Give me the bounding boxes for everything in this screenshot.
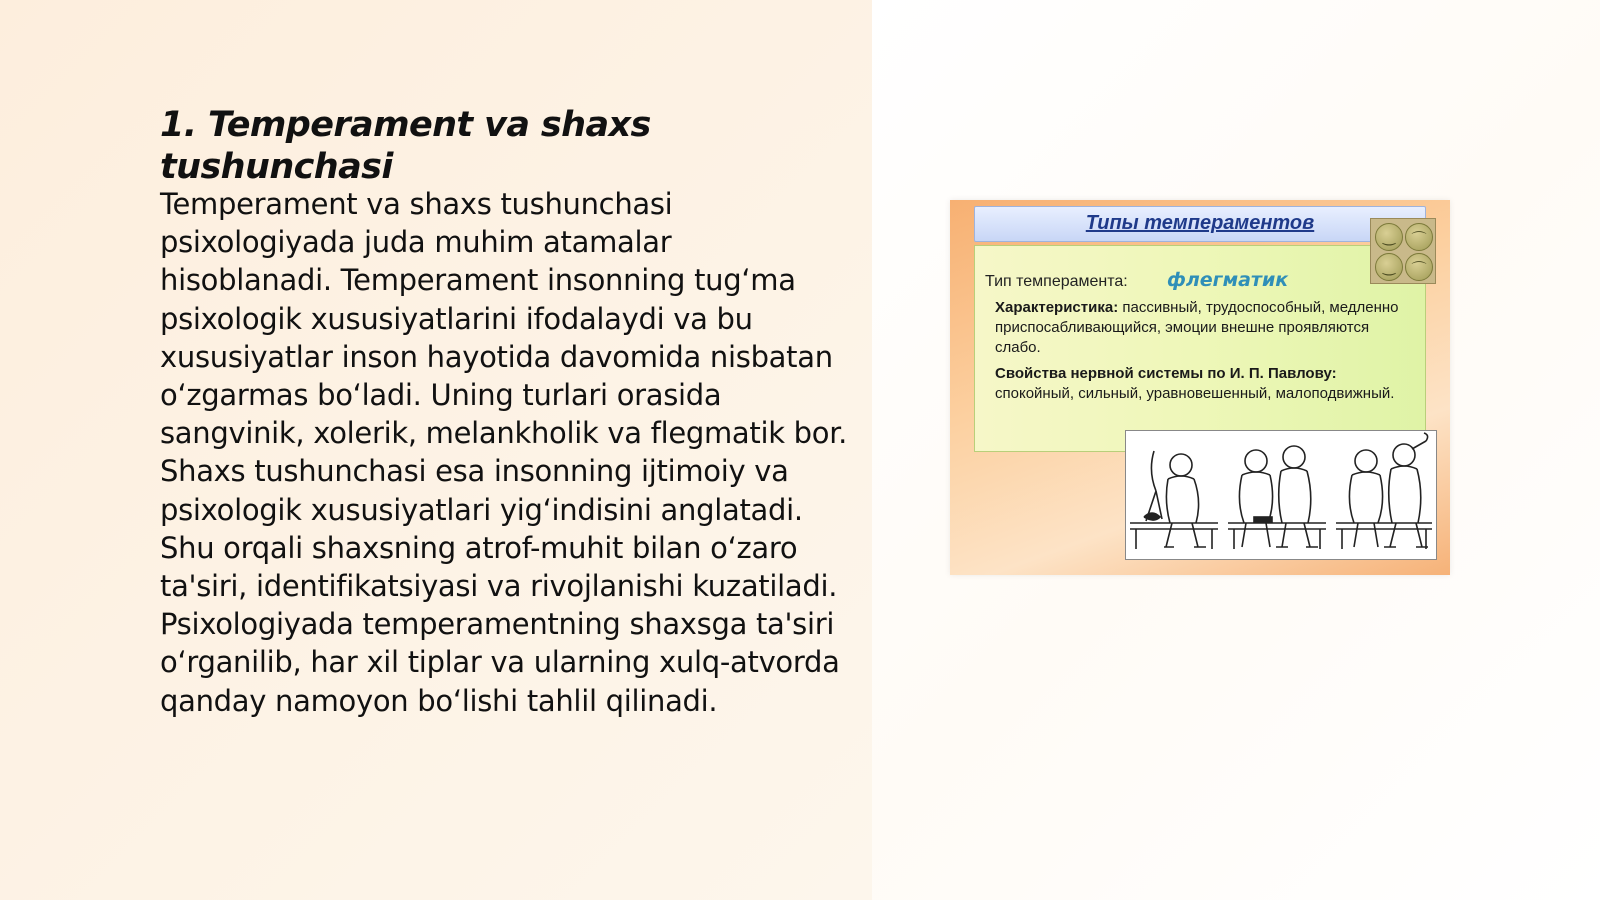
- smiling-face-icon: ‿: [1375, 223, 1403, 251]
- temperament-type-name: флегматик: [1167, 269, 1289, 291]
- smiling-face-icon: ‿: [1375, 253, 1403, 281]
- temperament-info-box: [974, 245, 1426, 452]
- image-header-title: Типы темпераментов: [1085, 212, 1315, 234]
- sad-face-icon: ⌒: [1405, 253, 1433, 281]
- sad-face-icon: ⌒: [1405, 223, 1433, 251]
- temperament-types-image: [950, 200, 1450, 575]
- temperament-type-label: Тип темперамента:: [985, 273, 1128, 290]
- nervous-system-text: спокойный, сильный, уравновешенный, малоподвижный.: [995, 385, 1395, 402]
- nervous-system-label: Свойства нервной системы по И. П. Павлову:: [995, 365, 1337, 382]
- phlegmatic-cartoon-illustration: [1125, 430, 1437, 560]
- slide-title: 1. Temperament va shaxs tushunchasi: [160, 105, 651, 187]
- characteristic-label: Характеристика:: [995, 299, 1119, 316]
- image-header-bar: [974, 206, 1426, 242]
- temperament-faces: [1370, 218, 1436, 284]
- slide-body-text: Temperament va shaxs tushunchasi psixologiyada juda muhim atamalar hisoblanadi. Temperament insonning tugʻma psixologik xususiyatlarini ifodalaydi va bu xususiyatlar inson hayotida davomida nisbatan oʻzgarmas boʻladi. Uning turlari orasida sangvinik, xolerik, melankholik va flegmatik bor. Shaxs tushunchasi esa insonning ijtimoiy va psixologik xususiyatlari yigʻindisini anglatadi. Shu orqali shaxsning atrof-muhit bilan oʻzaro ta'siri, identifikatsiyasi va rivojlanishi kuzatiladi. Psixologiyada temperamentning shaxsga ta'siri oʻrganilib, har xil tiplar va ularning xulq-atvorda qanday namoyon boʻlishi tahlil qilinadi.: [160, 187, 848, 718]
- nervous-system-block: [995, 364, 1415, 404]
- cartoon-drawing: [1126, 431, 1436, 559]
- characteristic-block: [995, 298, 1415, 358]
- characteristic-text: пассивный, трудоспособный, медленно приспосабливающийся, эмоции внешне проявляются слабо.: [995, 299, 1399, 356]
